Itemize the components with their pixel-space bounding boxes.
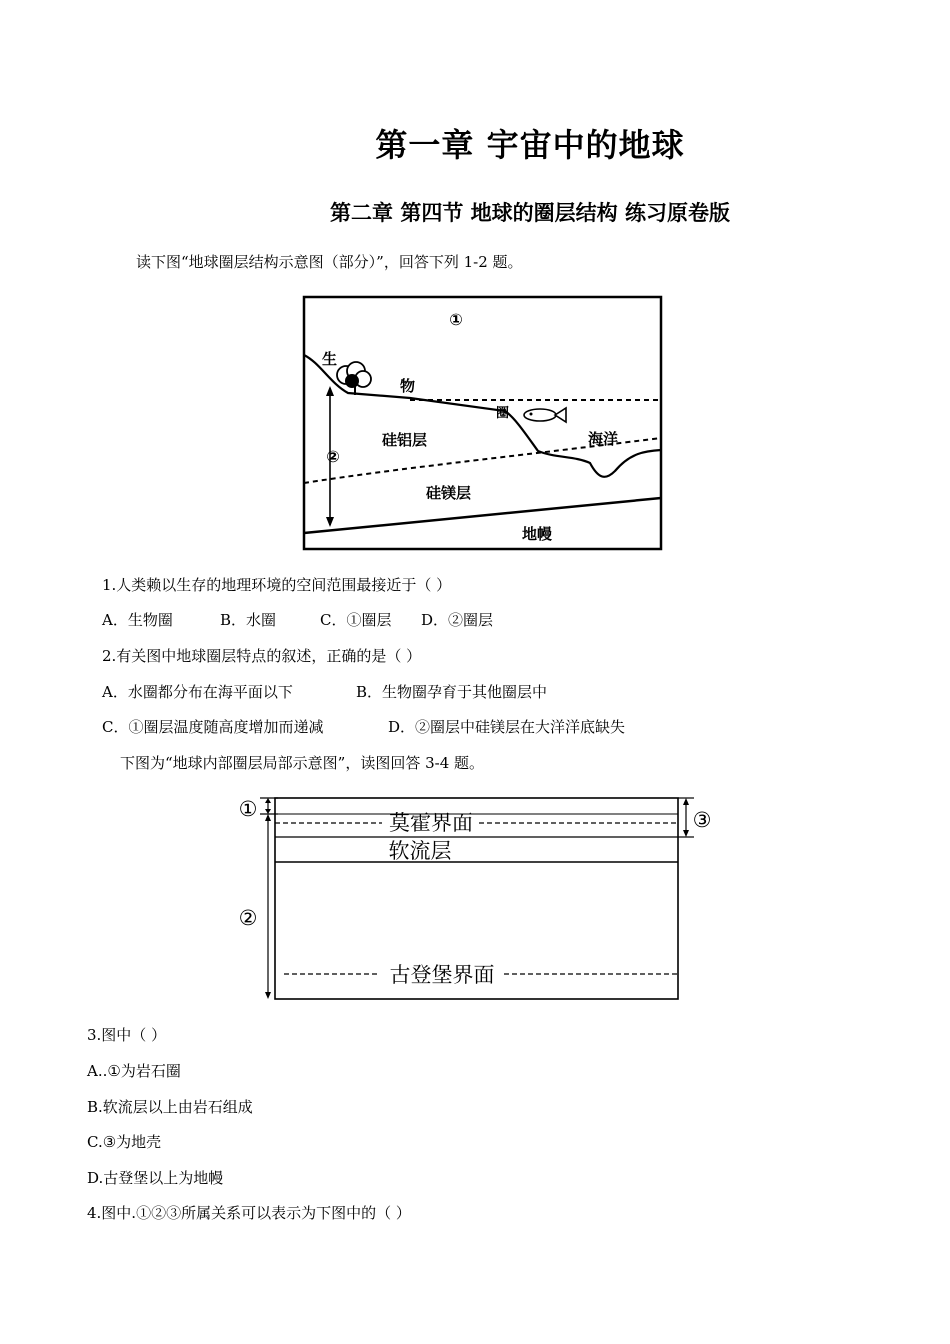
earth-sphere-diagram <box>300 293 665 553</box>
q1-option-d: D．②圈层 <box>421 611 494 629</box>
chapter-title: 第一章 宇宙中的地球 <box>375 126 685 164</box>
q1-option-c: C．①圈层 <box>320 611 392 629</box>
intro-paragraph-1: 读下图“地球圈层结构示意图（部分）”，回答下列 1-2 题。 <box>136 253 523 271</box>
earth-interior-diagram <box>232 792 722 1004</box>
label-sial: 硅铝层 <box>382 431 428 449</box>
q1-option-a: A．生物圈 <box>102 611 173 629</box>
label-bio-sheng: 生 <box>322 350 338 368</box>
label-circle-2: ② <box>238 906 258 930</box>
intro-paragraph-2: 下图为“地球内部圈层局部示意图”，读图回答 3-4 题。 <box>120 754 485 772</box>
q3-stem: 3.图中（ ） <box>87 1026 167 1044</box>
diagram-frame <box>304 297 661 549</box>
label-circle-2: ② <box>326 447 340 466</box>
q2-option-c: C．①圈层温度随高度增加而递减 <box>102 718 324 736</box>
q1-option-b: B．水圈 <box>220 611 277 629</box>
section-title: 第二章 第四节 地球的圈层结构 练习原卷版 <box>330 201 730 225</box>
q3-option-d: D.古登堡以上为地幔 <box>87 1169 224 1187</box>
label-circle-1: ① <box>238 797 258 821</box>
label-bio-wu: 物 <box>400 377 416 395</box>
q2-option-d: D．②圈层中硅镁层在大洋洋底缺失 <box>388 718 626 736</box>
label-mantle: 地幔 <box>522 525 553 543</box>
label-gutenberg: 古登堡界面 <box>389 963 495 987</box>
label-circle-1: ① <box>449 310 463 329</box>
q2-stem: 2.有关图中地球圈层特点的叙述，正确的是（ ） <box>102 647 422 665</box>
q1-stem: 1.人类赖以生存的地理环境的空间范围最接近于（ ） <box>102 576 452 594</box>
q3-option-c: C.③为地壳 <box>87 1133 162 1151</box>
label-asthenosphere: 软流层 <box>388 839 452 863</box>
label-sima: 硅镁层 <box>426 484 472 502</box>
q2-option-b: B．生物圈孕育于其他圈层中 <box>356 683 548 701</box>
q4-stem: 4.图中.①②③所属关系可以表示为下图中的（ ） <box>87 1204 411 1222</box>
label-bio-quan: 圈 <box>496 406 510 421</box>
label-circle-3: ③ <box>692 808 712 832</box>
label-ocean: 海洋 <box>588 430 619 448</box>
label-moho: 莫霍界面 <box>389 811 473 835</box>
q2-option-a: A．水圈都分布在海平面以下 <box>102 683 293 701</box>
q3-option-b: B.软流层以上由岩石组成 <box>87 1098 253 1116</box>
q3-option-a: A..①为岩石圈 <box>87 1062 181 1080</box>
